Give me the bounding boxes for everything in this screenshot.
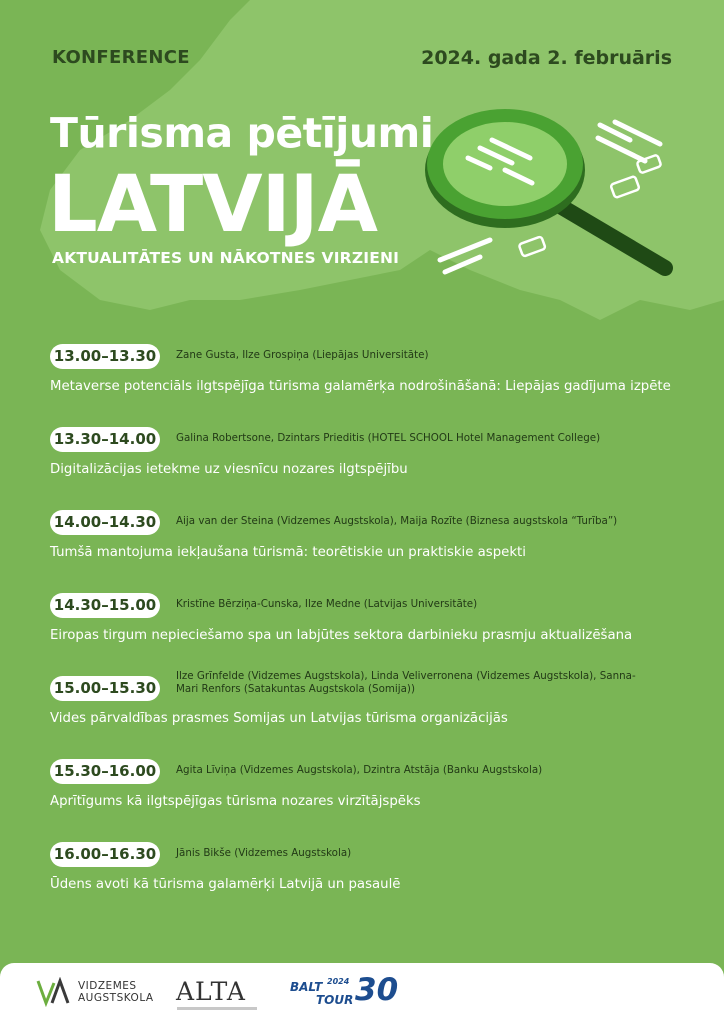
topic-title: Vides pārvaldības prasmes Somijas un Latvijas tūrisma organizācijās bbox=[50, 711, 508, 726]
topic-title: Aprītīgums kā ilgtspējīgas tūrisma nozares virzītājspēks bbox=[50, 794, 421, 809]
speakers: Jānis Bikše (Vidzemes Augstskola) bbox=[176, 847, 352, 859]
balt-text: BALT bbox=[290, 980, 323, 994]
augstskola-text: AUGSTSKOLA bbox=[78, 992, 154, 1004]
time-badge: 13.00–13.30 bbox=[50, 344, 160, 369]
topic-title: Metaverse potenciāls ilgtspējīga tūrisma galamērķa nodrošināšanā: Liepājas gadījuma izpēte bbox=[50, 379, 671, 394]
tour-text: TOUR bbox=[316, 993, 354, 1007]
time-badge: 15.00–15.30 bbox=[50, 676, 160, 701]
topic-title: Ūdens avoti kā tūrisma galamērķi Latvijā un pasaulē bbox=[50, 877, 401, 892]
topic-title: Tumšā mantojuma iekļaušana tūrismā: teorētiskie un praktiskie aspekti bbox=[50, 545, 526, 560]
speakers: Aija van der Steina (Vidzemes Augstskola), Maija Rozīte (Biznesa augstskola “Turība”) bbox=[176, 515, 618, 527]
session-item bbox=[0, 759, 724, 829]
time-badge: 16.00–16.30 bbox=[50, 842, 160, 867]
year-text: 2024 bbox=[327, 977, 350, 986]
session-item bbox=[0, 344, 724, 414]
time-badge: 14.30–15.00 bbox=[50, 593, 160, 618]
topic-title: Eiropas tirgum nepieciešamo spa un labjūtes sektora darbinieku prasmju aktualizēšana bbox=[50, 628, 633, 643]
time-badge: 14.00–14.30 bbox=[50, 510, 160, 535]
topic-title: Digitalizācijas ietekme uz viesnīcu nozares ilgtspējību bbox=[50, 462, 408, 477]
title-line-2: LATVIJĀ bbox=[48, 160, 377, 250]
speakers: Galina Robertsone, Dzintars Prieditis (HOTEL SCHOOL Hotel Management College) bbox=[176, 432, 601, 444]
conference-label: KONFERENCE bbox=[52, 47, 190, 68]
time-badge: 13.30–14.00 bbox=[50, 427, 160, 452]
time-badge: 15.30–16.00 bbox=[50, 759, 160, 784]
alta-logo: ALTA bbox=[176, 977, 246, 1006]
event-date: 2024. gada 2. februāris bbox=[421, 47, 672, 69]
thirty-text: 30 bbox=[355, 972, 399, 1008]
session-item bbox=[0, 593, 724, 663]
magnifying-glass-icon bbox=[420, 100, 690, 290]
session-item bbox=[0, 510, 724, 580]
vidzemes-augstskola-logo-icon bbox=[36, 977, 72, 1007]
speakers: Agita Līviņa (Vidzemes Augstskola), Dzintra Atstāja (Banku Augstskola) bbox=[176, 764, 543, 776]
speakers: Ilze Grīnfelde (Vidzemes Augstskola), Linda Veliverronena (Vidzemes Augstskola), Sanna-Mari Renfors (Satakuntas Augstskola (Somija)) bbox=[176, 670, 636, 695]
session-item bbox=[0, 670, 724, 746]
subtitle: AKTUALITĀTES UN NĀKOTNES VIRZIENI bbox=[52, 249, 400, 267]
session-item bbox=[0, 427, 724, 497]
speakers: Zane Gusta, Ilze Grospiņa (Liepājas Universitāte) bbox=[176, 349, 429, 361]
vidzemes-text: VIDZEMES bbox=[78, 980, 137, 992]
alta-divider bbox=[177, 1007, 257, 1010]
footer-logos bbox=[0, 963, 724, 1024]
title-line-1: Tūrisma pētījumi bbox=[50, 109, 434, 157]
session-item bbox=[0, 842, 724, 912]
speakers: Kristīne Bērziņa-Cunska, Ilze Medne (Latvijas Universitāte) bbox=[176, 598, 478, 610]
